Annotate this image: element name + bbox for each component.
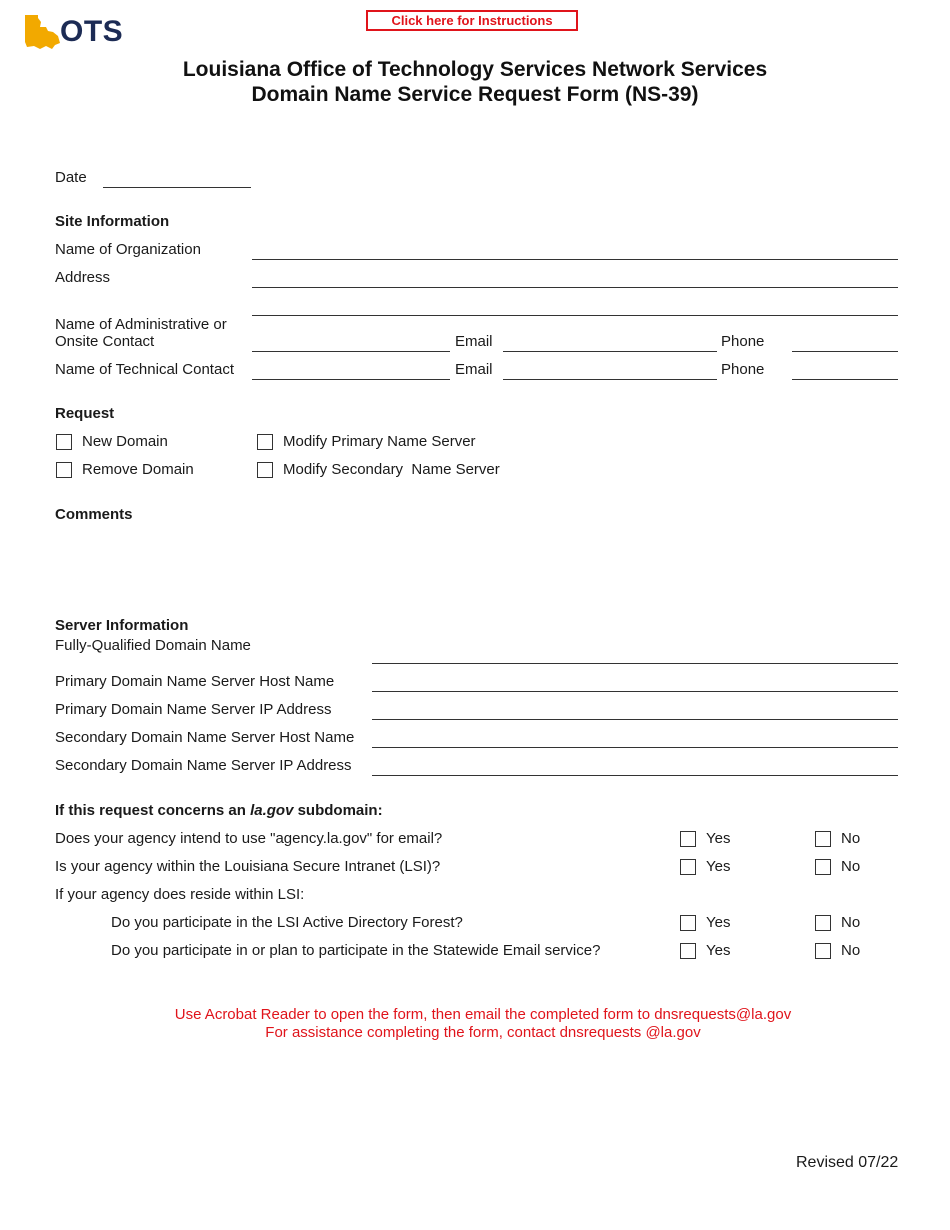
secondary-ip-label: Secondary Domain Name Server IP Address [55,757,352,774]
q2-label: Is your agency within the Louisiana Secure Intranet (LSI)? [55,858,441,875]
new-domain-label: New Domain [82,433,168,450]
louisiana-state-icon [22,12,62,52]
remove-domain-label: Remove Domain [82,461,194,478]
logo-text: OTS [60,15,124,48]
q3-label: If your agency does reside within LSI: [55,886,305,903]
secondary-ip-field[interactable] [372,775,898,776]
q5-label: Do you participate in or plan to participate in the Statewide Email service? [111,942,601,959]
q1-yes-label: Yes [706,830,731,847]
q1-no-checkbox[interactable] [815,831,831,847]
ots-logo [22,12,134,52]
request-heading: Request [55,405,115,422]
secondary-host-label: Secondary Domain Name Server Host Name [55,729,355,746]
form-subtitle: Domain Name Service Request Form (NS-39) [251,83,699,106]
revised-date: Revised 07/22 [796,1154,899,1171]
secondary-host-field[interactable] [372,747,898,748]
q1-no-label: No [841,830,861,847]
remove-domain-checkbox[interactable] [56,462,72,478]
submission-note: Use Acrobat Reader to open the form, then email the completed form to dnsrequests@la.gov [174,1006,792,1023]
tech-contact-field[interactable] [252,379,450,380]
tech-phone-label: Phone [721,361,765,378]
q1-label: Does your agency intend to use "agency.la.gov" for email? [55,830,443,847]
site-info-heading: Site Information [55,213,170,230]
address-field[interactable] [252,287,898,288]
page-title: Louisiana Office of Technology Services Network Services [182,58,768,81]
assistance-note: For assistance completing the form, contact dnsrequests @la.gov [265,1024,701,1041]
q2-yes-label: Yes [706,858,731,875]
tech-email-label: Email [455,361,493,378]
org-field[interactable] [252,259,898,260]
admin-phone-field[interactable] [792,351,898,352]
q2-no-label: No [841,858,861,875]
admin-contact-label: Name of Administrative or [55,316,227,333]
subdomain-heading-post: subdomain: [293,802,383,819]
subdomain-heading-em: la.gov [250,802,294,819]
instructions-button[interactable]: Click here for Instructions [366,10,578,31]
q4-no-checkbox[interactable] [815,915,831,931]
q5-no-checkbox[interactable] [815,943,831,959]
fqdn-field[interactable] [372,663,898,664]
address-field-line2[interactable] [252,315,898,316]
admin-email-field[interactable] [503,351,717,352]
tech-contact-label: Name of Technical Contact [55,361,234,378]
admin-contact-label-line2: Onsite Contact [55,333,155,350]
q4-no-label: No [841,914,861,931]
q4-yes-label: Yes [706,914,731,931]
q4-label: Do you participate in the LSI Active Directory Forest? [111,914,463,931]
comments-field[interactable] [55,530,898,610]
new-domain-checkbox[interactable] [56,434,72,450]
q1-yes-checkbox[interactable] [680,831,696,847]
q2-no-checkbox[interactable] [815,859,831,875]
org-label: Name of Organization [55,241,201,258]
subdomain-heading-pre: If this request concerns an [55,802,251,819]
q5-yes-checkbox[interactable] [680,943,696,959]
fqdn-label: Fully-Qualified Domain Name [55,637,251,654]
modify-primary-checkbox[interactable] [257,434,273,450]
admin-contact-field[interactable] [252,351,450,352]
q4-yes-checkbox[interactable] [680,915,696,931]
primary-ip-field[interactable] [372,719,898,720]
address-label: Address [55,269,111,286]
modify-primary-label: Modify Primary Name Server [283,433,476,450]
date-field[interactable] [103,187,251,188]
subdomain-heading [55,802,383,820]
tech-email-field[interactable] [503,379,717,380]
q5-no-label: No [841,942,861,959]
server-info-heading: Server Information [55,617,189,634]
modify-secondary-label: Modify Secondary Name Server [283,461,500,478]
primary-host-field[interactable] [372,691,898,692]
q5-yes-label: Yes [706,942,731,959]
comments-heading: Comments [55,506,133,523]
primary-ip-label: Primary Domain Name Server IP Address [55,701,332,718]
q2-yes-checkbox[interactable] [680,859,696,875]
admin-email-label: Email [455,333,493,350]
modify-secondary-checkbox[interactable] [257,462,273,478]
date-label: Date [55,169,87,186]
admin-phone-label: Phone [721,333,765,350]
tech-phone-field[interactable] [792,379,898,380]
primary-host-label: Primary Domain Name Server Host Name [55,673,335,690]
